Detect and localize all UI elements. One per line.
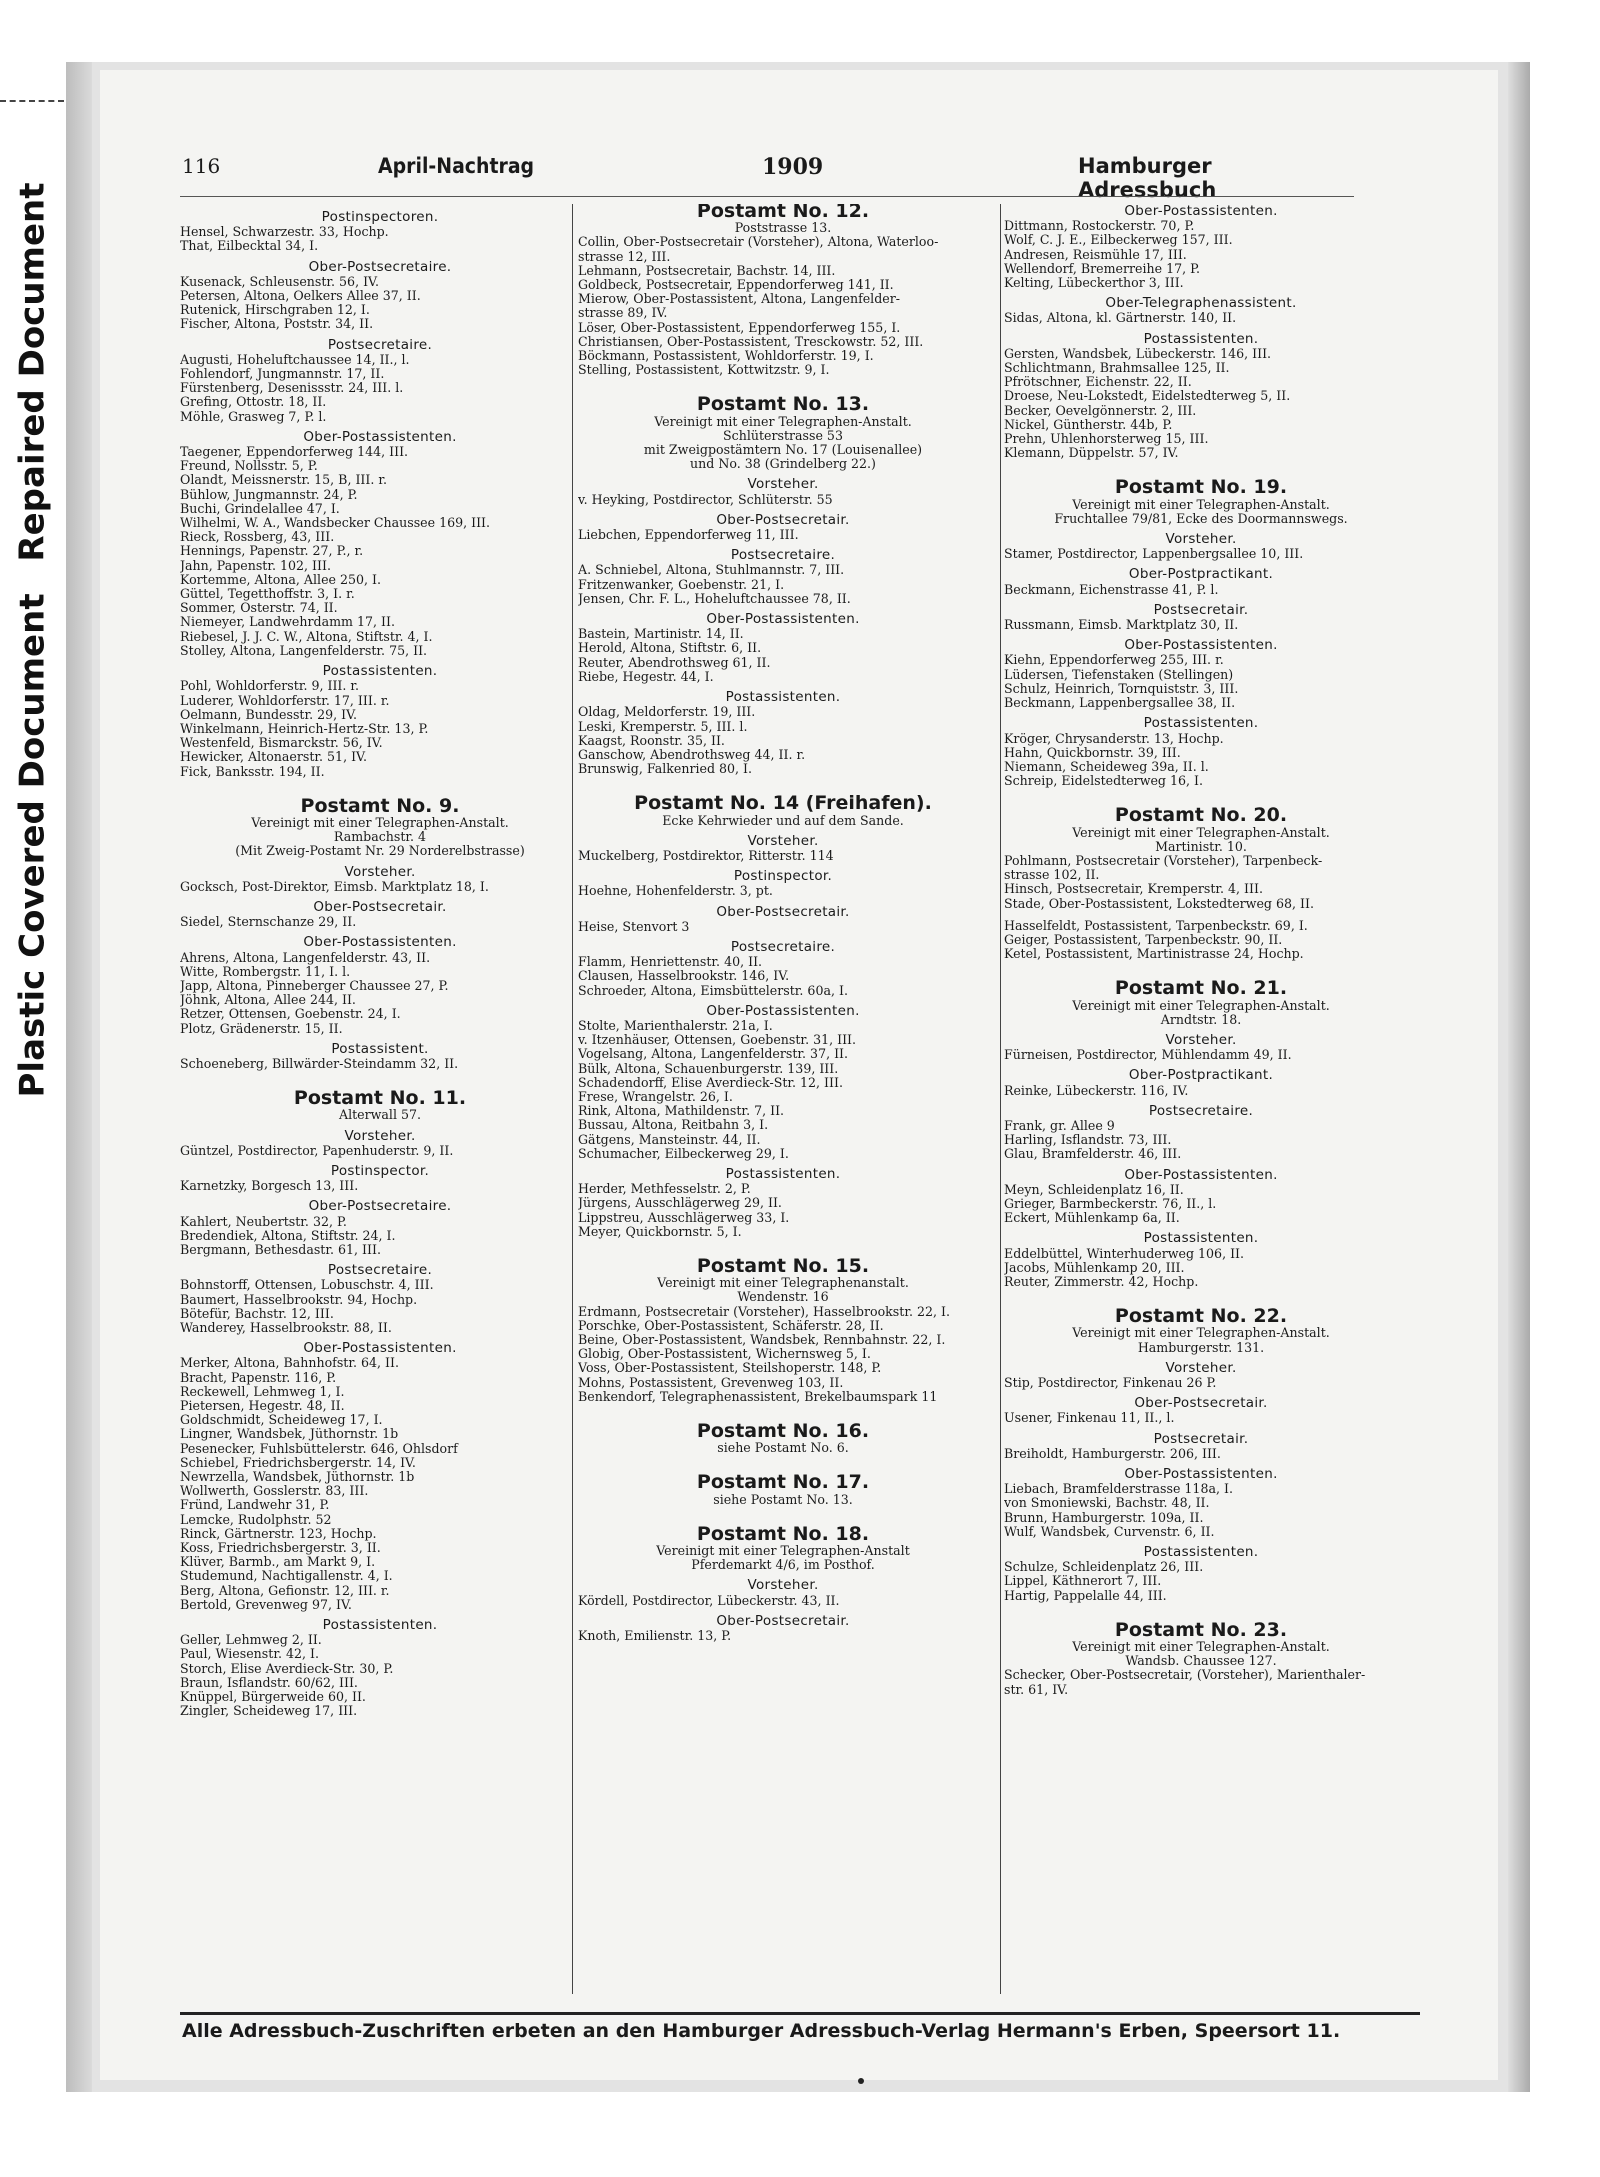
directory-entry: Storch, Elise Averdieck-Str. 30, P. bbox=[180, 1660, 394, 1676]
directory-entry: Oelmann, Bundesstr. 29, IV. bbox=[180, 706, 358, 722]
directory-entry: Merker, Altona, Bahnhofstr. 64, II. bbox=[180, 1355, 399, 1371]
directory-entry: Fohlendorf, Jungmannstr. 17, II. bbox=[180, 366, 385, 382]
directory-entry: Bastein, Martinistr. 14, II. bbox=[578, 626, 744, 642]
directory-entry: Meyer, Quickbornstr. 5, I. bbox=[578, 1223, 742, 1239]
directory-entry: Hewicker, Altonaerstr. 51, IV. bbox=[180, 749, 367, 765]
section-heading: Ober-Telegraphenassistent. bbox=[1105, 295, 1297, 312]
directory-entry: Bussau, Altona, Reitbahn 3, I. bbox=[578, 1117, 769, 1133]
directory-entry: Jöhnk, Altona, Allee 244, II. bbox=[180, 992, 356, 1008]
directory-entry: Hennings, Papenstr. 27, P., r. bbox=[180, 543, 364, 559]
section-heading: Ober-Postassistenten. bbox=[1124, 1466, 1278, 1483]
section-heading: Ober-Postassistenten. bbox=[303, 428, 457, 445]
side-label bbox=[0, 90, 64, 1190]
directory-entry: Reinke, Lübeckerstr. 116, IV. bbox=[1004, 1082, 1189, 1098]
directory-entry: Meyn, Schleidenplatz 16, II. bbox=[1004, 1181, 1184, 1197]
directory-entry: Kahlert, Neubertstr. 32, P. bbox=[180, 1213, 347, 1229]
directory-entry: Vogelsang, Altona, Langenfelderstr. 37, II. bbox=[578, 1046, 849, 1062]
postamt-heading: Postamt No. 23. bbox=[1114, 1618, 1288, 1641]
directory-entry: Schlichtmann, Brahmsallee 125, II. bbox=[1004, 360, 1230, 376]
postamt-info: Poststrasse 13. bbox=[734, 220, 832, 236]
section-heading: Ober-Postsecretair. bbox=[1134, 1395, 1268, 1412]
section-heading: Postsecretaire. bbox=[730, 547, 836, 564]
directory-entry: Lippel, Käthnerort 7, III. bbox=[1004, 1573, 1162, 1589]
postamt-heading: Postamt No. 22. bbox=[1114, 1305, 1288, 1328]
page-edge-left bbox=[66, 62, 92, 2092]
section-heading: Postinspector. bbox=[330, 1162, 430, 1179]
directory-entry: Muckelberg, Postdirektor, Ritterstr. 114 bbox=[578, 847, 834, 863]
directory-entry: Brunn, Hamburgerstr. 109a, II. bbox=[1004, 1509, 1204, 1525]
directory-entry: Luderer, Wohldorferstr. 17, III. r. bbox=[180, 692, 390, 708]
section-heading: Ober-Postsecretair. bbox=[716, 1612, 850, 1629]
directory-entry: Andresen, Reismühle 17, III. bbox=[1004, 246, 1187, 262]
directory-entry: strasse 89, IV. bbox=[578, 305, 668, 321]
directory-entry: Güntzel, Postdirector, Papenhuderstr. 9, II. bbox=[180, 1142, 454, 1158]
directory-entry: v. Heyking, Postdirector, Schlüterstr. 55 bbox=[578, 491, 833, 507]
section-heading: Vorsteher. bbox=[747, 476, 819, 493]
directory-entry: Fründ, Landwehr 31, P. bbox=[180, 1497, 330, 1513]
directory-entry: Reuter, Abendrothsweg 61, II. bbox=[578, 654, 771, 670]
directory-entry: Benkendorf, Telegraphenassistent, Brekelbaumspark 11 bbox=[578, 1388, 938, 1404]
document-page bbox=[100, 70, 1498, 2080]
footer-note: Alle Adressbuch-Zuschriften erbeten an den Hamburger Adressbuch-Verlag Hermann's Erben, Speersort 11. bbox=[182, 2020, 1341, 2042]
directory-entry: Rutenick, Hirschgraben 12, I. bbox=[180, 302, 370, 318]
postamt-info: Vereinigt mit einer Telegraphen-Anstalt. bbox=[1072, 496, 1330, 512]
directory-entry: Wilhelmi, W. A., Wandsbecker Chaussee 169, III. bbox=[180, 515, 491, 531]
directory-entry: Mohns, Postassistent, Grevenweg 103, II. bbox=[578, 1374, 844, 1390]
directory-entry: Böckmann, Postassistent, Wohldorferstr. 19, I. bbox=[578, 348, 874, 364]
directory-entry: Droese, Neu-Lokstedt, Eidelstedterweg 5, II. bbox=[1004, 388, 1291, 404]
postamt-heading: Postamt No. 21. bbox=[1114, 977, 1288, 1000]
section-heading: Ober-Postsecretair. bbox=[716, 903, 850, 920]
postamt-info: Hamburgerstr. 131. bbox=[1137, 1339, 1265, 1355]
section-heading: Vorsteher. bbox=[344, 1127, 416, 1144]
postamt-info: Pferdemarkt 4/6, im Posthof. bbox=[691, 1557, 875, 1573]
section-heading: Postassistenten. bbox=[322, 1617, 438, 1634]
directory-entry: Schreip, Eidelstedterweg 16, I. bbox=[1004, 773, 1204, 789]
ink-dot bbox=[858, 2078, 864, 2084]
directory-entry: Schumacher, Eilbeckerweg 29, I. bbox=[578, 1145, 789, 1161]
section-heading: Postinspector. bbox=[733, 868, 833, 885]
directory-entry: Geller, Lehmweg 2, II. bbox=[180, 1632, 322, 1648]
directory-entry: Rinck, Gärtnerstr. 123, Hochp. bbox=[180, 1525, 377, 1541]
directory-entry: Herder, Methfesselstr. 2, P. bbox=[578, 1181, 751, 1197]
directory-entry: Stolte, Marienthalerstr. 21a, I. bbox=[578, 1017, 773, 1033]
directory-entry: Heise, Stenvort 3 bbox=[578, 918, 690, 934]
section-heading: Ober-Postsecretaire. bbox=[308, 1198, 452, 1215]
postamt-info: (Mit Zweig-Postamt Nr. 29 Norderelbstrasse) bbox=[235, 843, 525, 859]
directory-entry: Kaagst, Roonstr. 35, II. bbox=[578, 732, 725, 748]
postamt-info: Vereinigt mit einer Telegraphen-Anstalt. bbox=[1072, 1639, 1330, 1655]
directory-entry: Ganschow, Abendrothsweg 44, II. r. bbox=[578, 746, 806, 762]
postamt-info: Ecke Kehrwieder und auf dem Sande. bbox=[662, 812, 904, 828]
directory-entry: Stip, Postdirector, Finkenau 26 P. bbox=[1004, 1375, 1217, 1391]
directory-entry: Jahn, Papenstr. 102, III. bbox=[180, 557, 331, 573]
directory-entry: Mierow, Ober-Postassistent, Altona, Langenfelder- bbox=[578, 291, 901, 307]
directory-entry: Bötefür, Bachstr. 12, III. bbox=[180, 1305, 334, 1321]
directory-entry: Bülk, Altona, Schauenburgerstr. 139, III. bbox=[578, 1060, 839, 1076]
directory-entry: Buchi, Grindelallee 47, I. bbox=[180, 500, 340, 516]
section-heading: Vorsteher. bbox=[1165, 1359, 1237, 1376]
directory-entry: Rink, Altona, Mathildenstr. 7, II. bbox=[578, 1103, 785, 1119]
directory-entry: Witte, Rombergstr. 11, I. l. bbox=[180, 963, 351, 979]
directory-entry: Hartig, Pappelalle 44, III. bbox=[1004, 1587, 1167, 1603]
section-heading: Vorsteher. bbox=[747, 832, 819, 849]
directory-entry: Schoeneberg, Billwärder-Steindamm 32, II. bbox=[180, 1055, 459, 1071]
directory-entry: Christiansen, Ober-Postassistent, Tresckowstr. 52, III. bbox=[578, 333, 924, 349]
directory-entry: Siedel, Sternschanze 29, II. bbox=[180, 914, 357, 930]
directory-entry: Bracht, Papenstr. 116, P. bbox=[180, 1369, 337, 1385]
postamt-info: siehe Postamt No. 6. bbox=[717, 1440, 849, 1456]
section-heading: Ober-Postassistenten. bbox=[706, 611, 860, 628]
section-heading: Postassistenten. bbox=[1143, 330, 1259, 347]
directory-entry: Eddelbüttel, Winterhuderweg 106, II. bbox=[1004, 1245, 1245, 1261]
column-divider-2 bbox=[1000, 204, 1001, 1994]
postamt-heading: Postamt No. 19. bbox=[1114, 476, 1288, 499]
directory-entry: Kördell, Postdirector, Lübeckerstr. 43, II. bbox=[578, 1592, 840, 1608]
directory-entry: Lehmann, Postsecretair, Bachstr. 14, III. bbox=[578, 262, 836, 278]
directory-entry: Porschke, Ober-Postassistent, Schäferstr. 28, II. bbox=[578, 1317, 884, 1333]
postamt-info: Vereinigt mit einer Telegraphen-Anstalt. bbox=[1072, 824, 1330, 840]
directory-entry: Klemann, Düppelstr. 57, IV. bbox=[1004, 445, 1179, 461]
directory-entry: Wollwerth, Gosslerstr. 83, III. bbox=[180, 1483, 369, 1499]
directory-entry: Karnetzky, Borgesch 13, III. bbox=[180, 1178, 359, 1194]
postamt-heading: Postamt No. 12. bbox=[696, 204, 870, 222]
directory-entry: A. Schniebel, Altona, Stuhlmannstr. 7, III. bbox=[578, 562, 845, 578]
postamt-heading: Postamt No. 15. bbox=[696, 1255, 870, 1277]
postamt-heading: Postamt No. 17. bbox=[696, 1471, 870, 1494]
directory-entry: Erdmann, Postsecretair (Vorsteher), Hasselbrookstr. 22, I. bbox=[578, 1303, 950, 1319]
directory-entry: Kortemme, Altona, Allee 250, I. bbox=[180, 571, 382, 587]
header-right-title: Hamburger Adressbuch bbox=[1078, 154, 1217, 202]
directory-entry: Stade, Ober-Postassistent, Lokstedterweg 68, II. bbox=[1004, 895, 1314, 911]
directory-entry: Sommer, Osterstr. 74, II. bbox=[180, 600, 338, 616]
directory-entry: Rieck, Rossberg, 43, III. bbox=[180, 529, 335, 545]
section-heading: Ober-Postassistenten. bbox=[303, 1340, 457, 1357]
directory-entry: Berg, Altona, Gefionstr. 12, III. r. bbox=[180, 1582, 390, 1598]
directory-entry: Lippstreu, Ausschlägerweg 33, I. bbox=[578, 1209, 790, 1225]
directory-entry: Bergmann, Bethesdastr. 61, III. bbox=[180, 1242, 381, 1257]
postamt-info: Schlüterstrasse 53 bbox=[723, 427, 843, 443]
postamt-info: Wendenstr. 16 bbox=[737, 1289, 829, 1305]
directory-entry: Ahrens, Altona, Langenfelderstr. 43, II. bbox=[180, 949, 431, 965]
postamt-info: Martinistr. 10. bbox=[1155, 838, 1247, 854]
section-heading: Postassistenten. bbox=[322, 663, 438, 680]
directory-entry: Frank, gr. Allee 9 bbox=[1004, 1117, 1115, 1133]
directory-entry: Glau, Bramfelderstr. 46, III. bbox=[1004, 1146, 1182, 1162]
directory-entry: Kelting, Lübeckerthor 3, III. bbox=[1004, 275, 1184, 291]
directory-entry: Reuter, Zimmerstr. 42, Hochp. bbox=[1004, 1274, 1199, 1289]
directory-entry: Stamer, Postdirector, Lappenbergsallee 10, III. bbox=[1004, 546, 1304, 562]
section-heading: Ober-Postsecretair. bbox=[313, 898, 447, 915]
section-heading: Postsecretaire. bbox=[730, 938, 836, 955]
directory-entry: Becker, Oevelgönnerstr. 2, III. bbox=[1004, 402, 1197, 418]
directory-entry: Schroeder, Altona, Eimsbüttelerstr. 60a, I. bbox=[578, 982, 848, 998]
directory-entry: Niemann, Scheideweg 39a, II. l. bbox=[1004, 758, 1209, 774]
section-heading: Postassistenten. bbox=[725, 689, 841, 706]
directory-entry: Bühlow, Jungmannstr. 24, P. bbox=[180, 486, 358, 502]
directory-entry: Sidas, Altona, kl. Gärtnerstr. 140, II. bbox=[1004, 310, 1237, 326]
section-heading: Postsecretair. bbox=[1153, 1430, 1249, 1447]
side-label-plastic: Plastic Covered Document bbox=[12, 593, 52, 1098]
directory-entry: Beine, Ober-Postassistent, Wandsbek, Rennbahnstr. 22, I. bbox=[578, 1332, 946, 1348]
directory-entry: Kröger, Chrysanderstr. 13, Hochp. bbox=[1004, 730, 1224, 746]
directory-entry: Prehn, Uhlenhorsterweg 15, III. bbox=[1004, 431, 1209, 447]
directory-entry: von Smoniewski, Bachstr. 48, II. bbox=[1004, 1495, 1210, 1511]
section-heading: Ober-Postassistenten. bbox=[1124, 204, 1278, 219]
section-heading: Postinspectoren. bbox=[321, 209, 439, 225]
directory-entry: Gätgens, Mansteinstr. 44, II. bbox=[578, 1131, 761, 1147]
directory-entry: Clausen, Hasselbrookstr. 146, IV. bbox=[578, 968, 790, 984]
section-heading: Postassistenten. bbox=[1143, 1544, 1259, 1561]
directory-entry: Liebchen, Eppendorferweg 11, III. bbox=[578, 527, 799, 543]
directory-entry: Fischer, Altona, Poststr. 34, II. bbox=[180, 316, 374, 332]
directory-entry: Studemund, Nachtigallenstr. 4, I. bbox=[180, 1568, 393, 1584]
section-heading: Postassistent. bbox=[331, 1040, 429, 1057]
directory-entry: Niemeyer, Landwehrdamm 17, II. bbox=[180, 614, 395, 630]
column-1 bbox=[180, 204, 580, 2004]
directory-entry: Westenfeld, Bismarckstr. 56, IV. bbox=[180, 735, 383, 751]
postamt-info: Vereinigt mit einer Telegraphen-Anstalt bbox=[656, 1543, 910, 1559]
directory-entry: Fürneisen, Postdirector, Mühlendamm 49, II. bbox=[1004, 1047, 1292, 1063]
directory-entry: Bertold, Grevenweg 97, IV. bbox=[180, 1596, 352, 1612]
directory-entry: Leski, Kremperstr. 5, III. l. bbox=[578, 718, 748, 734]
section-heading: Ober-Postpractikant. bbox=[1128, 1067, 1274, 1084]
postamt-info: Arndtstr. 18. bbox=[1160, 1011, 1242, 1027]
postamt-heading: Postamt No. 11. bbox=[293, 1087, 467, 1110]
directory-entry: Russmann, Eimsb. Marktplatz 30, II. bbox=[1004, 617, 1239, 633]
section-heading: Ober-Postsecretair. bbox=[716, 511, 850, 528]
directory-entry: Geiger, Postassistent, Tarpenbeckstr. 90, II. bbox=[1004, 931, 1283, 947]
directory-entry: Pohlmann, Postsecretair (Vorsteher), Tarpenbeck- bbox=[1004, 852, 1323, 868]
directory-entry: Schiebel, Friedrichsbergerstr. 14, IV. bbox=[180, 1454, 416, 1470]
directory-entry: Pietersen, Hegestr. 48, II. bbox=[180, 1398, 345, 1414]
postamt-info: und No. 38 (Grindelberg 22.) bbox=[690, 456, 876, 472]
postamt-info: siehe Postamt No. 13. bbox=[713, 1491, 853, 1507]
directory-entry: Breiholdt, Hamburgerstr. 206, III. bbox=[1004, 1445, 1221, 1461]
directory-entry: Stolley, Altona, Langenfelderstr. 75, II. bbox=[180, 642, 428, 658]
directory-entry: Winkelmann, Heinrich-Hertz-Str. 13, P. bbox=[180, 720, 429, 736]
postamt-info: Wandsb. Chaussee 127. bbox=[1125, 1653, 1277, 1669]
section-heading: Ober-Postassistenten. bbox=[1124, 1166, 1278, 1183]
directory-entry: Zingler, Scheideweg 17, III. bbox=[180, 1703, 358, 1719]
directory-entry: Knoth, Emilienstr. 13, P. bbox=[578, 1628, 732, 1644]
directory-entry: Herold, Altona, Stiftstr. 6, II. bbox=[578, 640, 762, 656]
directory-entry: Oldag, Meldorferstr. 19, III. bbox=[578, 704, 756, 720]
directory-entry: Taegener, Eppendorferweg 144, III. bbox=[180, 444, 409, 460]
postamt-info: Vereinigt mit einer Telegraphen-Anstalt. bbox=[251, 814, 509, 830]
directory-entry: Lemcke, Rudolphstr. 52 bbox=[180, 1511, 332, 1527]
directory-entry: Kiehn, Eppendorferweg 255, III. r. bbox=[1004, 652, 1224, 668]
directory-entry: Flamm, Henriettenstr. 40, II. bbox=[578, 954, 763, 970]
footer-rule bbox=[180, 2012, 1420, 2015]
directory-entry: Klüver, Barmb., am Markt 9, I. bbox=[180, 1554, 376, 1570]
section-heading: Ober-Postpractikant. bbox=[1128, 566, 1274, 583]
section-heading: Ober-Postassistenten. bbox=[1124, 637, 1278, 654]
directory-entry: str. 61, IV. bbox=[1004, 1681, 1069, 1697]
directory-entry: Schulze, Schleidenplatz 26, III. bbox=[1004, 1559, 1204, 1575]
section-heading: Postassistenten. bbox=[1143, 1230, 1259, 1247]
postamt-info: Fruchtallee 79/81, Ecke des Doormannswegs. bbox=[1054, 510, 1348, 526]
directory-entry: Harling, Isflandstr. 73, III. bbox=[1004, 1132, 1172, 1148]
directory-entry: Hinsch, Postsecretair, Kremperstr. 4, III. bbox=[1004, 881, 1263, 897]
directory-entry: Braun, Isflandstr. 60/62, III. bbox=[180, 1674, 358, 1690]
postamt-heading: Postamt No. 13. bbox=[696, 393, 870, 416]
directory-entry: Fürstenberg, Desenissstr. 24, III. l. bbox=[180, 380, 404, 396]
directory-entry: Frese, Wrangelstr. 26, I. bbox=[578, 1088, 733, 1104]
directory-entry: Gersten, Wandsbek, Lübeckerstr. 146, III. bbox=[1004, 345, 1272, 361]
directory-entry: Lingner, Wandsbek, Jüthornstr. 1b bbox=[180, 1426, 399, 1442]
page-edge-right bbox=[1508, 62, 1530, 2092]
directory-entry: Reckewell, Lehmweg 1, I. bbox=[180, 1383, 345, 1399]
directory-entry: Pfrötschner, Eichenstr. 22, II. bbox=[1004, 374, 1192, 390]
section-heading: Postsecretaire. bbox=[1148, 1102, 1254, 1119]
section-heading: Ober-Postsecretaire. bbox=[308, 258, 452, 275]
directory-entry: v. Itzenhäuser, Ottensen, Goebenstr. 31, III. bbox=[578, 1032, 857, 1048]
postamt-info: Vereinigt mit einer Telegraphen-Anstalt. bbox=[1072, 997, 1330, 1013]
column-divider-1 bbox=[572, 204, 573, 1994]
directory-entry: Newrzella, Wandsbek, Jüthornstr. 1b bbox=[180, 1469, 415, 1485]
directory-entry: Pohl, Wohldorferstr. 9, III. r. bbox=[180, 678, 360, 694]
directory-entry: Pesenecker, Fuhlsbüttelerstr. 646, Ohlsdorf bbox=[180, 1440, 458, 1456]
directory-entry: Hahn, Quickbornstr. 39, III. bbox=[1004, 744, 1181, 760]
directory-entry: Goldschmidt, Scheideweg 17, I. bbox=[180, 1412, 383, 1428]
directory-entry: Wellendorf, Bremerreihe 17, P. bbox=[1004, 260, 1201, 276]
directory-entry: Hensel, Schwarzestr. 33, Hochp. bbox=[180, 224, 389, 240]
section-heading: Vorsteher. bbox=[1165, 531, 1237, 548]
directory-entry: Beckmann, Eichenstrasse 41, P. l. bbox=[1004, 581, 1219, 597]
directory-entry: strasse 12, III. bbox=[578, 248, 671, 264]
postamt-heading: Postamt No. 14 (Freihafen). bbox=[634, 792, 932, 815]
directory-entry: Wulf, Wandsbek, Curvenstr. 6, II. bbox=[1004, 1523, 1215, 1539]
directory-entry: Voss, Ober-Postassistent, Steilshoperstr. 148, P. bbox=[578, 1360, 882, 1376]
directory-entry: Japp, Altona, Pinneberger Chaussee 27, P. bbox=[180, 977, 449, 993]
postamt-heading: Postamt No. 9. bbox=[300, 794, 460, 817]
directory-entry: Knüppel, Bürgerweide 60, II. bbox=[180, 1689, 366, 1705]
directory-entry: Löser, Ober-Postassistent, Eppendorferweg 155, I. bbox=[578, 319, 901, 335]
directory-entry: Kusenack, Schleusenstr. 56, IV. bbox=[180, 273, 379, 289]
directory-entry: Bohnstorff, Ottensen, Lobuschstr. 4, III. bbox=[180, 1277, 434, 1293]
postamt-info: Vereinigt mit einer Telegraphenanstalt. bbox=[657, 1275, 909, 1291]
directory-entry: Brunswig, Falkenried 80, I. bbox=[578, 761, 753, 777]
directory-entry: Plotz, Grädenerstr. 15, II. bbox=[180, 1020, 343, 1036]
postamt-info: Rambachstr. 4 bbox=[333, 829, 427, 845]
directory-entry: Olandt, Meissnerstr. 15, B, III. r. bbox=[180, 472, 388, 488]
directory-entry: Baumert, Hasselbrookstr. 94, Hochp. bbox=[180, 1291, 418, 1307]
directory-entry: Schadendorff, Elise Averdieck-Str. 12, III. bbox=[578, 1074, 843, 1090]
header-rule bbox=[180, 196, 1354, 197]
directory-entry: Stelling, Postassistent, Kottwitzstr. 9, I. bbox=[578, 362, 830, 378]
section-heading: Postassistenten. bbox=[1143, 715, 1259, 732]
directory-entry: Hasselfeldt, Postassistent, Tarpenbeckstr. 69, I. bbox=[1004, 917, 1308, 933]
column-2 bbox=[578, 204, 988, 2004]
directory-entry: Möhle, Grasweg 7, P. l. bbox=[180, 408, 327, 424]
directory-entry: Petersen, Altona, Oelkers Allee 37, II. bbox=[180, 288, 421, 304]
directory-entry: Riebesel, J. J. C. W., Altona, Stiftstr. 4, I. bbox=[180, 628, 433, 644]
directory-entry: Jacobs, Mühlenkamp 20, III. bbox=[1004, 1259, 1185, 1275]
section-heading: Postsecretaire. bbox=[327, 1262, 433, 1279]
directory-entry: strasse 102, II. bbox=[1004, 867, 1100, 883]
section-heading: Vorsteher. bbox=[747, 1577, 819, 1594]
directory-entry: Wolf, C. J. E., Eilbeckerweg 157, III. bbox=[1004, 232, 1233, 248]
directory-entry: Paul, Wiesenstr. 42, I. bbox=[180, 1646, 319, 1662]
directory-entry: Dittmann, Rostockerstr. 70, P. bbox=[1004, 218, 1195, 234]
directory-entry: Freund, Nollsstr. 5, P. bbox=[180, 458, 318, 474]
directory-entry: Güttel, Tegetthoffstr. 3, I. r. bbox=[180, 586, 355, 602]
directory-entry: Jensen, Chr. F. L., Hoheluftchaussee 78, II. bbox=[578, 590, 851, 606]
directory-entry: Fritzenwanker, Goebenstr. 21, I. bbox=[578, 576, 785, 592]
postamt-info: Alterwall 57. bbox=[338, 1107, 422, 1123]
section-heading: Ober-Postassistenten. bbox=[303, 934, 457, 951]
column-3 bbox=[1004, 204, 1398, 2004]
page-number: 116 bbox=[182, 154, 221, 178]
postamt-heading: Postamt No. 20. bbox=[1114, 804, 1288, 827]
directory-entry: Augusti, Hoheluftchaussee 14, II., l. bbox=[180, 351, 410, 367]
directory-entry: Lüdersen, Tiefenstaken (Stellingen) bbox=[1004, 666, 1234, 682]
directory-entry: Collin, Ober-Postsecretair (Vorsteher), Altona, Waterloo- bbox=[578, 234, 939, 250]
directory-entry: Grieger, Barmbeckerstr. 76, II., l. bbox=[1004, 1195, 1217, 1211]
directory-entry: Hoehne, Hohenfelderstr. 3, pt. bbox=[578, 883, 773, 899]
postamt-info: mit Zweigpostämtern No. 17 (Louisenallee) bbox=[643, 442, 923, 458]
section-heading: Postsecretaire. bbox=[327, 336, 433, 353]
directory-entry: Gocksch, Post-Direktor, Eimsb. Marktplatz 18, I. bbox=[180, 878, 489, 894]
directory-entry: Wanderey, Hasselbrookstr. 88, II. bbox=[180, 1320, 392, 1336]
directory-entry: Jürgens, Ausschlägerweg 29, II. bbox=[578, 1195, 782, 1211]
directory-entry: Liebach, Bramfelderstrasse 118a, I. bbox=[1004, 1481, 1233, 1497]
header-year: 1909 bbox=[762, 154, 824, 180]
directory-entry: Eckert, Mühlenkamp 6a, II. bbox=[1004, 1210, 1180, 1226]
directory-entry: Grefing, Ottostr. 18, II. bbox=[180, 394, 327, 410]
page-header bbox=[182, 154, 1352, 202]
section-heading: Vorsteher. bbox=[344, 863, 416, 880]
directory-entry: That, Eilbecktal 34, I. bbox=[180, 238, 319, 254]
directory-entry: Bredendiek, Altona, Stiftstr. 24, I. bbox=[180, 1227, 396, 1243]
directory-entry: Koss, Friedrichsbergerstr. 3, II. bbox=[180, 1540, 381, 1556]
directory-entry: Goldbeck, Postsecretair, Eppendorferweg 141, II. bbox=[578, 277, 894, 293]
directory-entry: Schecker, Ober-Postsecretair, (Vorsteher), Marienthaler- bbox=[1004, 1667, 1366, 1683]
section-heading: Ober-Postassistenten. bbox=[706, 1002, 860, 1019]
directory-entry: Nickel, Güntherstr. 44b, P. bbox=[1004, 416, 1173, 432]
directory-entry: Ketel, Postassistent, Martinistrasse 24, Hochp. bbox=[1004, 946, 1304, 962]
directory-entry: Schulz, Heinrich, Tornquiststr. 3, III. bbox=[1004, 680, 1239, 696]
directory-entry: Riebe, Hegestr. 44, I. bbox=[578, 668, 714, 684]
directory-entry: Retzer, Ottensen, Goebenstr. 24, I. bbox=[180, 1006, 401, 1022]
section-heading: Postassistenten. bbox=[725, 1165, 841, 1182]
postamt-info: Vereinigt mit einer Telegraphen-Anstalt. bbox=[1072, 1325, 1330, 1341]
side-label-repaired: Repaired Document bbox=[12, 182, 52, 562]
postamt-heading: Postamt No. 18. bbox=[696, 1522, 870, 1545]
directory-entry: Globig, Ober-Postassistent, Wichernsweg 5, I. bbox=[578, 1346, 871, 1362]
directory-entry: Fick, Banksstr. 194, II. bbox=[180, 763, 325, 779]
directory-entry: Beckmann, Lappenbergsallee 38, II. bbox=[1004, 695, 1236, 711]
directory-entry: Usener, Finkenau 11, II., l. bbox=[1004, 1410, 1175, 1426]
section-heading: Vorsteher. bbox=[1165, 1031, 1237, 1048]
postamt-heading: Postamt No. 16. bbox=[696, 1420, 870, 1443]
postamt-info: Vereinigt mit einer Telegraphen-Anstalt. bbox=[654, 413, 912, 429]
section-heading: Postsecretair. bbox=[1153, 601, 1249, 618]
header-left-title: April-Nachtrag bbox=[378, 154, 535, 178]
